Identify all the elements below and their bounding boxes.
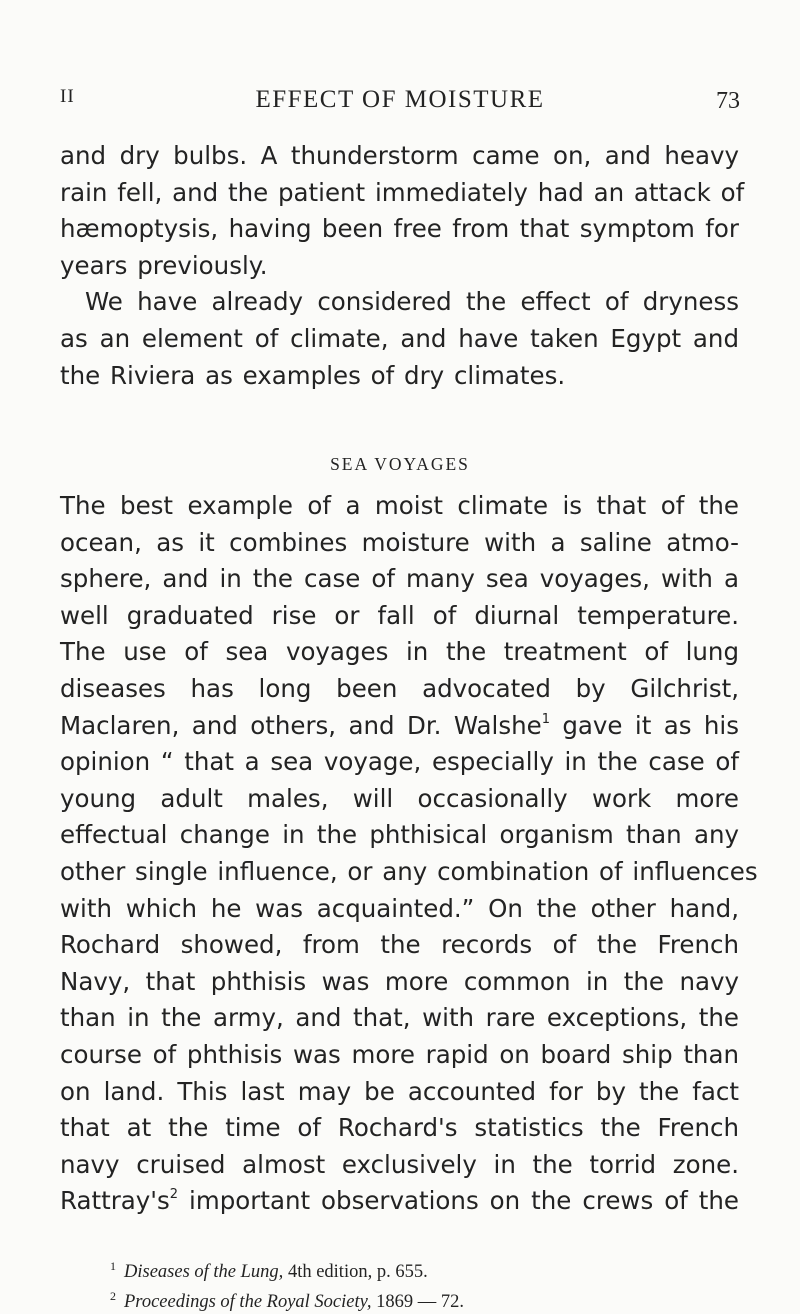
text-line: Navy, that phthisis was more common in the navy bbox=[60, 966, 739, 996]
text-line: We have already considered the effect of dryness bbox=[85, 287, 739, 317]
text-line: years previously. bbox=[60, 250, 268, 280]
footnote-1 bbox=[110, 1254, 464, 1284]
text-line: opinion “ that a sea voyage, especially in the case of bbox=[60, 747, 739, 777]
text-line: rain fell, and the patient immediately had an attack of bbox=[60, 177, 745, 207]
page-number: 73 bbox=[716, 88, 740, 114]
footnote-reference-1[interactable]: 1 bbox=[541, 711, 550, 727]
text-line-with-footnote-ref bbox=[60, 708, 739, 745]
text-line: the Riviera as examples of dry climates. bbox=[60, 360, 566, 390]
text-line: The best example of a moist climate is that of the bbox=[60, 491, 739, 520]
running-title: EFFECT OF MOISTURE bbox=[255, 86, 545, 113]
text-line: as an element of climate, and have taken Egypt and bbox=[60, 323, 739, 353]
text-line: on land. This last may be accounted for by the fact bbox=[60, 1076, 739, 1106]
text-line: that at the time of Rochard's statistics the French bbox=[60, 1113, 739, 1143]
text-line: other single influence, or any combination of influences bbox=[60, 856, 758, 886]
footnote-cited-title: Proceedings of the Royal Society, bbox=[124, 1292, 372, 1312]
chapter-number: II bbox=[60, 86, 75, 107]
footnote-cited-title: Diseases of the Lung, bbox=[124, 1262, 284, 1282]
footnotes bbox=[110, 1254, 464, 1314]
text-line: well graduated rise or fall of diurnal temperature. bbox=[60, 600, 739, 630]
footnote-number: 2 bbox=[110, 1289, 116, 1303]
footnote-2 bbox=[110, 1284, 464, 1314]
running-header bbox=[60, 86, 740, 126]
text-fragment: Rattray's bbox=[60, 1186, 170, 1216]
text-fragment: Maclaren, and others, and Dr. Walshe bbox=[60, 710, 542, 740]
text-line: with which he was acquainted.” On the other hand, bbox=[60, 893, 739, 923]
text-line: Rochard showed, from the records of the French bbox=[60, 930, 739, 960]
text-line: sphere, and in the case of many sea voyages, with a bbox=[60, 564, 739, 594]
text-line: and dry bulbs. A thunderstorm came on, and heavy bbox=[60, 141, 739, 170]
text-line: ocean, as it combines moisture with a saline atmo- bbox=[60, 527, 739, 557]
footnote-detail: 4th edition, p. 655. bbox=[283, 1262, 428, 1282]
text-fragment: important observations on the crews of the bbox=[178, 1186, 739, 1216]
text-line: navy cruised almost exclusively in the torrid zone. bbox=[60, 1149, 739, 1179]
text-fragment: gave it as his bbox=[549, 710, 739, 740]
text-line: diseases has long been advocated by Gilchrist, bbox=[60, 673, 739, 703]
footnote-reference-2[interactable]: 2 bbox=[169, 1187, 179, 1203]
opening-paragraphs bbox=[60, 138, 745, 394]
text-line: young adult males, will occasionally work more bbox=[60, 783, 739, 813]
text-line: effectual change in the phthisical organism than any bbox=[60, 820, 739, 850]
section-heading: SEA VOYAGES bbox=[330, 454, 470, 474]
sea-voyages-paragraph bbox=[60, 488, 758, 1220]
text-line: The use of sea voyages in the treatment of lung bbox=[60, 637, 739, 667]
text-line-with-footnote-ref bbox=[60, 1183, 739, 1220]
footnote-detail: 1869 — 72. bbox=[371, 1292, 464, 1312]
text-line: than in the army, and that, with rare exceptions, the bbox=[60, 1003, 739, 1033]
footnote-number: 1 bbox=[110, 1259, 116, 1273]
text-line: hæmoptysis, having been free from that symptom for bbox=[60, 214, 739, 244]
text-line: course of phthisis was more rapid on board ship than bbox=[60, 1039, 739, 1069]
